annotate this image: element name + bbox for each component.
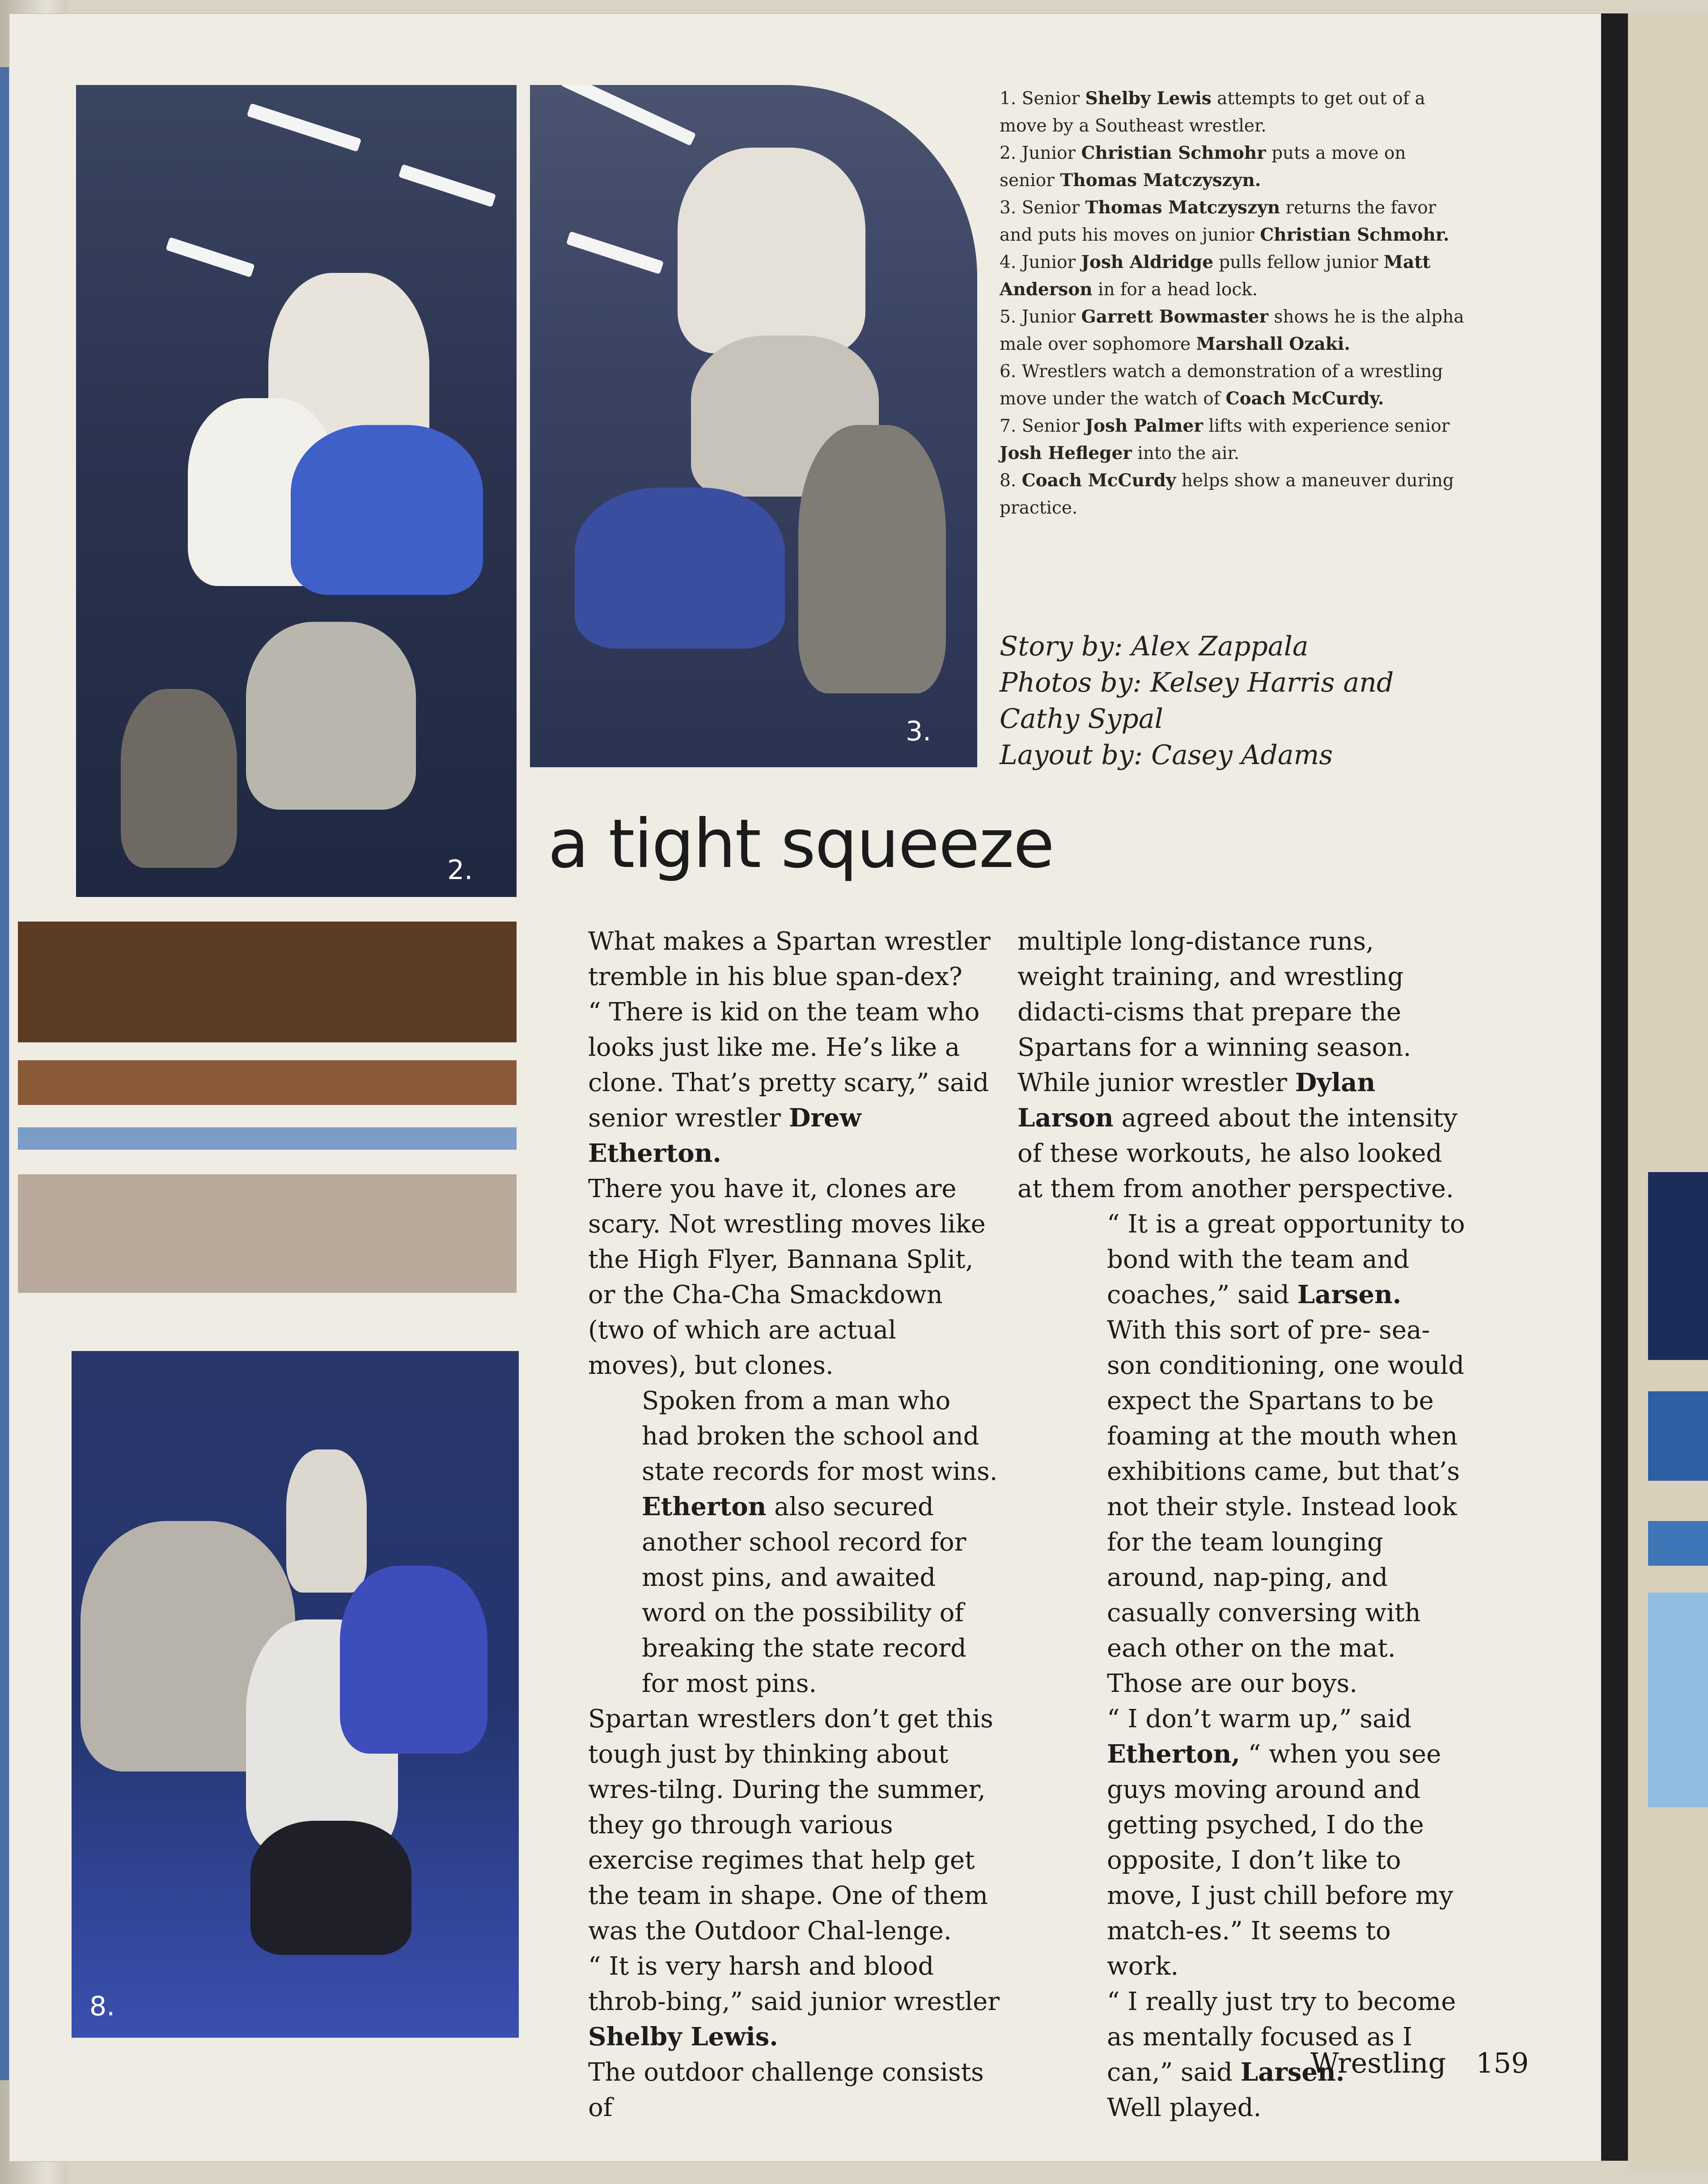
bold-name: Christian Schmohr — [1081, 143, 1266, 163]
bold-name: Marshall Ozaki. — [1196, 334, 1351, 354]
stripe-dark-brown — [18, 922, 517, 1042]
text-run: Spartan wrestlers don’t get this tough just by thinking about wres-tilng. During the summer, they go through various exercise regimes that help get the team in shape. One of them was the Outdoor Chal-lenge. — [588, 1704, 993, 1946]
section-label: Wrestling — [1310, 2047, 1446, 2079]
text-run: lifts with experience senior — [1203, 416, 1450, 436]
page-number: 159 — [1476, 2047, 1529, 2079]
credits-block — [1000, 629, 1492, 773]
caption-number: 3. — [1000, 198, 1022, 218]
stripe-brown — [18, 1060, 517, 1105]
stripe-tan — [18, 1174, 517, 1293]
bold-name: Coach McCurdy. — [1225, 388, 1384, 409]
bold-name: Christian Schmohr. — [1260, 225, 1449, 245]
story-paragraph — [1017, 1207, 1467, 1313]
text-run: returns the favor and puts his moves on junior — [1000, 198, 1437, 245]
story-paragraph — [1017, 2090, 1467, 2125]
text-run: puts a move on senior — [1000, 143, 1406, 191]
headline: a tight squeeze — [548, 805, 1054, 883]
photo-3 — [530, 85, 977, 767]
photos-credit-line-2: Cathy Sypal — [1000, 703, 1163, 735]
navy-tab — [1648, 1172, 1708, 1360]
caption-1 — [1000, 85, 1465, 140]
text-run: “ when you see guys moving around and getting psyched, I do the opposite, I don’t like to move, I just chill before my match-es.” It seems to work. — [1107, 1740, 1454, 1981]
blue-tab — [1648, 1391, 1708, 1481]
caption-3 — [1000, 194, 1465, 249]
text-run: Junior — [1021, 143, 1081, 163]
bold-name: Larsen. — [1297, 1280, 1402, 1309]
photo-captions — [1000, 85, 1465, 522]
text-run: pulls fellow junior — [1213, 252, 1384, 272]
caption-number: 6. — [1000, 361, 1022, 382]
bold-name: Coach McCurdy — [1021, 470, 1176, 491]
text-run: Well played. — [1107, 2093, 1262, 2122]
story-credit: Story by: Alex Zappala — [1000, 631, 1309, 662]
bold-name: Shelby Lewis. — [588, 2022, 778, 2052]
page-right-border — [1601, 13, 1628, 2161]
text-run: into the air. — [1132, 443, 1240, 463]
text-run: helps show a maneuver during practice. — [1000, 471, 1454, 518]
photo-8-number: 8. — [89, 1991, 115, 2022]
caption-number: 4. — [1000, 252, 1022, 272]
caption-number: 5. — [1000, 307, 1022, 327]
story-paragraph — [1017, 1701, 1467, 1984]
photos-credit-line-1: Photos by: Kelsey Harris and — [1000, 667, 1394, 698]
caption-number: 2. — [1000, 143, 1022, 163]
text-run: With this sort of pre- sea-son conditioning, one would expect the Spartans to be foaming at the mouth when exhibitions came, but that’s not their style. Instead look for the team lounging around, nap-ping, and casually conversing with each other on the mat. Those are our boys. — [1107, 1316, 1465, 1698]
story-column-1 — [552, 924, 1000, 2125]
bold-name: Etherton, — [1107, 1739, 1240, 1769]
caption-6 — [1000, 358, 1465, 412]
story-paragraph — [552, 2055, 1000, 2125]
text-run: Junior — [1021, 252, 1081, 272]
caption-number: 8. — [1000, 471, 1022, 491]
photo-2-number: 2. — [447, 854, 473, 886]
bold-name: Josh Hefleger — [1000, 443, 1132, 463]
bold-name: Larsen. — [1240, 2057, 1345, 2087]
stripe-blue — [18, 1127, 517, 1150]
story-paragraph — [552, 1701, 1000, 1949]
photo-2 — [76, 85, 517, 897]
bold-name: Etherton — [642, 1492, 767, 1521]
text-run: Junior — [1021, 307, 1081, 327]
text-run: What makes a Spartan wrestler tremble in his blue span-dex? — [588, 927, 991, 991]
photo-8 — [72, 1351, 519, 2038]
caption-2 — [1000, 140, 1465, 194]
blue-tab-2 — [1648, 1521, 1708, 1566]
bold-name: Matt Anderson — [1000, 252, 1431, 300]
text-run: Wrestlers watch a demonstration of a wrestling move under the watch of — [1000, 361, 1443, 409]
text-run: “ It is a great opportunity to bond with the team and coaches,” said — [1107, 1210, 1465, 1309]
caption-number: 7. — [1000, 416, 1022, 436]
text-run: “ There is kid on the team who looks just like me. He’s like a clone. That’s pretty scary,” said senior wrestler — [588, 998, 989, 1133]
bold-name: Dylan Larson — [1017, 1068, 1376, 1133]
text-run: attempts to get out of a move by a Southeast wrestler. — [1000, 89, 1425, 136]
story-column-2 — [1017, 924, 1467, 2125]
text-run: also secured another school record for most pins, and awaited word on the possibility of breaking the state record for most pins. — [642, 1492, 966, 1698]
bold-name: Garrett Bowmaster — [1081, 306, 1268, 327]
text-run: Senior — [1021, 198, 1085, 218]
caption-number: 1. — [1000, 89, 1022, 109]
story-paragraph — [1017, 924, 1467, 1207]
text-run: Senior — [1021, 89, 1085, 109]
bold-name: Shelby Lewis — [1085, 88, 1212, 109]
caption-8 — [1000, 467, 1465, 522]
caption-7 — [1000, 412, 1465, 467]
text-run: There you have it, clones are scary. Not wrestling moves like the High Flyer, Bannana Split, or the Cha-Cha Smackdown (two of which are actual moves), but clones. — [588, 1174, 986, 1380]
text-run: Spoken from a man who had broken the school and state records for most wins. — [642, 1386, 998, 1486]
bold-name: Thomas Matczyszyn. — [1060, 170, 1261, 191]
story-paragraph — [552, 924, 1000, 994]
bold-name: Drew Etherton. — [588, 1103, 861, 1168]
story-paragraph — [1017, 1313, 1467, 1701]
story-paragraph — [552, 994, 1000, 1171]
bold-name: Josh Palmer — [1085, 416, 1203, 436]
layout-credit: Layout by: Casey Adams — [1000, 739, 1333, 771]
text-run: The outdoor challenge consists of — [588, 2058, 984, 2122]
bold-name: Thomas Matczyszyn — [1085, 197, 1280, 218]
next-page-edge — [1628, 13, 1708, 2170]
text-run: agreed about the intensity of these workouts, he also looked at them from another perspective. — [1017, 1104, 1458, 1203]
text-run: in for a head lock. — [1092, 280, 1258, 300]
caption-4 — [1000, 249, 1465, 303]
story-paragraph — [552, 1171, 1000, 1383]
text-run: “ It is very harsh and blood throb-bing,” said junior wrestler — [588, 1952, 1000, 2016]
text-run: Senior — [1021, 416, 1085, 436]
caption-5 — [1000, 303, 1465, 358]
text-run: multiple long-distance runs, weight training, and wrestling didacti-cisms that prepare the Spartans for a winning season. While junior wrestler — [1017, 927, 1411, 1097]
story-paragraph — [552, 1383, 1000, 1701]
text-run: “ I don’t warm up,” said — [1107, 1704, 1412, 1734]
light-blue-tab — [1648, 1593, 1708, 1807]
text-run: “ I really just try to become as mentally focused as I can,” said — [1107, 1987, 1456, 2087]
bold-name: Josh Aldridge — [1081, 252, 1213, 272]
text-run: shows he is the alpha male over sophomore — [1000, 307, 1464, 354]
photo-3-number: 3. — [906, 716, 932, 747]
story-paragraph — [552, 1949, 1000, 2055]
